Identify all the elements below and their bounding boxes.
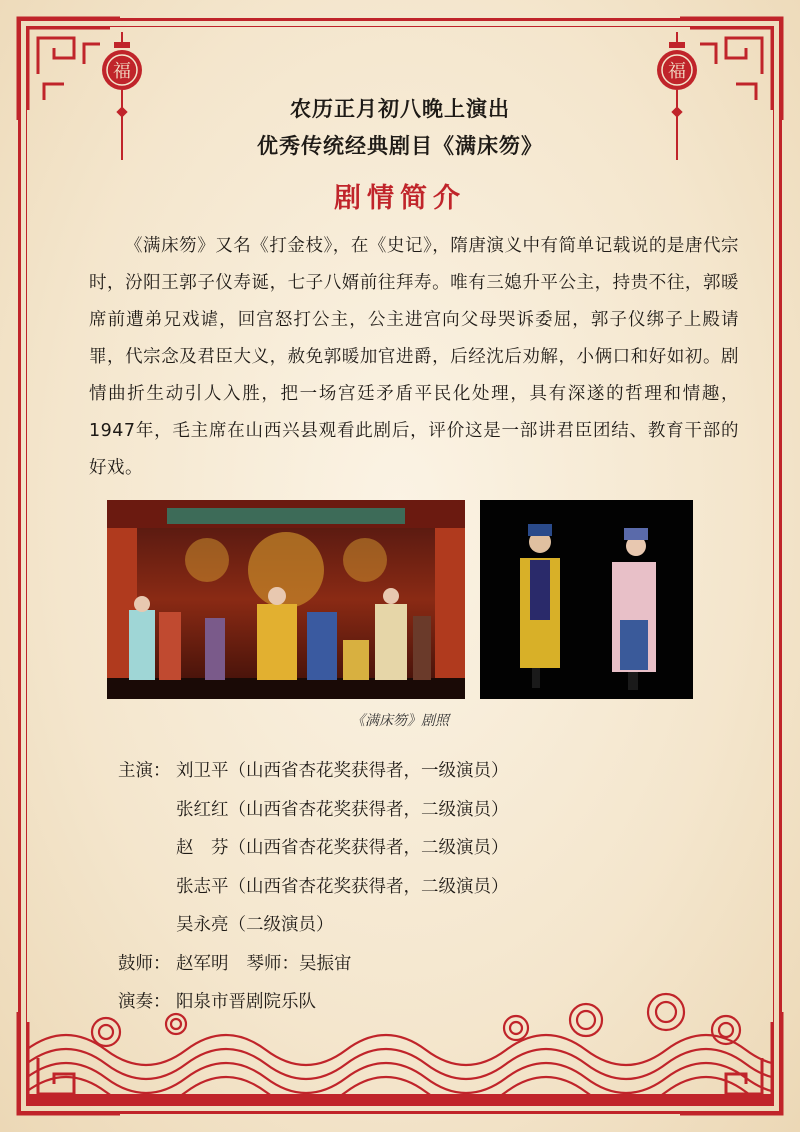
cast-name: 吴永亮 [176,915,229,935]
section-title: 剧情简介 [334,183,466,214]
cast-name: 张红红 [176,799,229,820]
fu-character: 福 [668,61,686,82]
performance-notice: 农历正月初八晚上演出 [290,97,510,121]
band-label: 演奏： [118,992,171,1012]
fu-character: 福 [113,61,131,82]
stage-photo-ensemble [107,500,465,699]
stage-photo-duet [480,500,693,699]
wave-ornament [26,990,774,1106]
synopsis-text: 《满床笏》又名《打金枝》，在《史记》，隋唐演义中有简单记载说的是唐代宗时，汾阳王郭子仪寿诞，七子八婿前往拜寿。唯有三媳升平公主，持贵不往，郭暖席前遭弟兄戏谑，回宫怒打公主，公主进宫向父母哭诉委屈，郭子仪绑子上殿请罪，代宗念及君臣大义，赦免郭暖加官进爵，后经沈后劝解，小俩口和好如初。剧情曲折生动引人入胜，把一场宫廷矛盾平民化处理，具有深遂的哲理和情趣，1947年，毛主席在山西兴县观看此剧后，评价这是一部讲君臣团结、教育干部的好戏。 [89,236,739,478]
band-name: 阳泉市晋剧院乐队 [176,992,316,1012]
qin-label: 琴师： [246,953,299,974]
musicians-row [118,945,509,984]
cast-note: （山西省杏花奖获得者，二级演员） [228,838,509,858]
cast-row [118,791,509,830]
cast-row [118,829,509,868]
qin-name: 吴振宙 [299,953,352,974]
cast-row [118,868,509,907]
credits [118,752,509,1022]
drum-name: 赵军明 [176,953,229,974]
drum-label: 鼓师： [118,953,171,974]
photo-caption: 《满床笏》剧照 [351,713,449,729]
play-title: 优秀传统经典剧目《满床笏》 [257,134,543,158]
cast-note: （山西省杏花奖获得者，一级演员） [228,761,509,781]
cast-note: （山西省杏花奖获得者，二级演员） [228,876,509,897]
cast-name: 张志平 [176,876,229,897]
cast-row [118,906,509,945]
cast-note: （山西省杏花奖获得者，二级演员） [228,799,509,820]
cast-name: 刘卫平 [176,761,229,781]
cast-name: 赵 芬 [176,838,229,858]
cast-note: （二级演员） [228,915,334,935]
cast-label: 主演： [118,761,171,781]
cast-row [118,752,509,791]
